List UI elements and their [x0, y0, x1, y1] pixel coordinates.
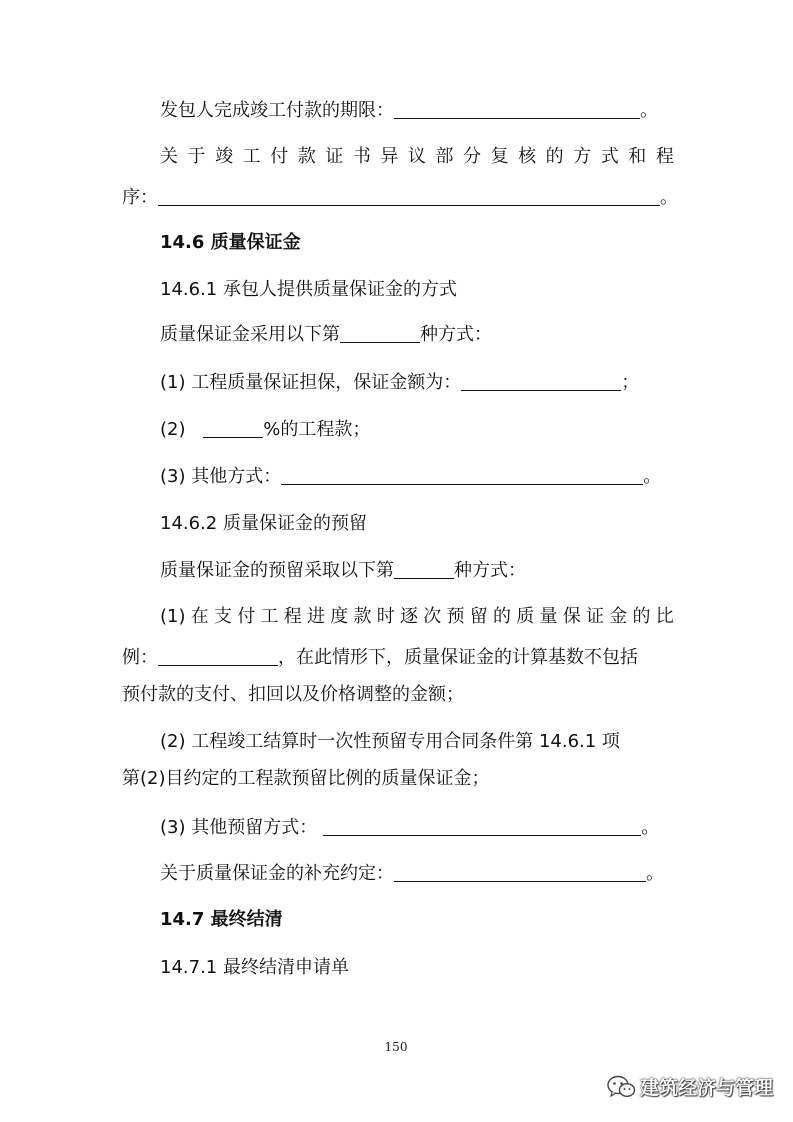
section-heading-14-6: 14.6 质量保证金: [160, 232, 301, 253]
percentage-blank[interactable]: [203, 419, 263, 438]
objection-review-char: 于: [187, 146, 206, 167]
procedure-label: 序：: [122, 187, 158, 208]
period-mark: 。: [660, 187, 678, 208]
objection-review-char: 复: [490, 146, 509, 167]
method-choice-suffix: 种方式：: [420, 324, 492, 345]
progress-retention-char: 付: [237, 606, 256, 627]
retention-choice-label: 质量保证金的预留采取以下第: [160, 560, 394, 581]
objection-review-char: 款: [297, 146, 316, 167]
progress-retention-char: 金: [609, 606, 628, 627]
guarantee-amount-blank[interactable]: [461, 372, 621, 391]
method-number-blank[interactable]: [340, 324, 420, 343]
progress-retention-char: 逐: [400, 606, 418, 627]
retention-number-blank[interactable]: [394, 560, 454, 579]
payment-deadline-blank[interactable]: [394, 100, 640, 119]
objection-review-line: [160, 145, 674, 169]
objection-review-char: 式: [600, 146, 619, 167]
progress-retention-char: 证: [586, 606, 604, 627]
objection-review-char: 和: [628, 146, 647, 167]
period-mark: 。: [640, 100, 658, 121]
subsection-heading-14-7-1: 14.7.1 最终结清申请单: [160, 957, 349, 978]
retention-choice-line: [160, 559, 526, 583]
other-retention-line: [160, 816, 659, 840]
objection-review-char: 分: [463, 146, 482, 167]
watermark-text: 建筑经济与管理: [639, 1077, 773, 1099]
guarantee-amount-line: [160, 371, 639, 395]
progress-retention-char: 进: [307, 606, 325, 627]
objection-review-char: 工: [242, 146, 261, 167]
progress-retention-char: 工: [260, 606, 279, 627]
other-method-blank[interactable]: [281, 466, 643, 485]
objection-review-char: 书: [352, 146, 371, 167]
period-mark: 。: [646, 863, 664, 884]
progress-retention-continuation: [122, 646, 638, 670]
progress-retention-char: 时: [376, 606, 395, 627]
objection-review-char: 部: [435, 146, 454, 167]
watermark: [606, 1073, 773, 1100]
progress-retention-char: 程: [283, 606, 302, 627]
progress-retention-char: (1): [160, 606, 186, 627]
progress-retention-end: 预付款的支付、扣回以及价格调整的金额；: [122, 684, 464, 705]
progress-retention-line: [160, 605, 674, 629]
other-method-line: [160, 465, 661, 489]
objection-review-char: 核: [518, 146, 537, 167]
guarantee-amount-label: (1) 工程质量保证担保，保证金额为：: [160, 372, 462, 393]
option-2-label: (2): [160, 419, 192, 440]
objection-review-char: 议: [407, 146, 426, 167]
method-choice-line: [160, 323, 492, 347]
subsection-heading-14-6-1: 14.6.1 承包人提供质量保证金的方式: [160, 279, 457, 300]
progress-retention-char: 比: [655, 606, 674, 627]
objection-review-char: 程: [655, 146, 674, 167]
procedure-blank[interactable]: [158, 187, 660, 206]
one-time-retention-continuation: 第(2)目约定的工程款预留比例的质量保证金；: [122, 768, 490, 789]
progress-retention-char: 的: [632, 606, 651, 627]
page-number: 150: [384, 1040, 408, 1054]
payment-deadline-line: [160, 99, 658, 123]
payment-deadline-label: 发包人完成竣工付款的期限：: [160, 100, 394, 121]
progress-retention-char: 质: [516, 606, 535, 627]
supplementary-agreement-blank[interactable]: [394, 863, 646, 882]
period-mark: 。: [643, 466, 662, 487]
method-choice-label: 质量保证金采用以下第: [160, 324, 340, 345]
objection-review-continuation: [122, 186, 678, 210]
ratio-blank[interactable]: [158, 647, 278, 666]
progress-retention-char: 保: [562, 606, 581, 627]
semicolon-mark: ；: [621, 372, 640, 393]
section-heading-14-7: 14.7 最终结清: [160, 909, 283, 930]
other-retention-blank[interactable]: [323, 817, 641, 836]
progress-retention-char: 支: [214, 606, 232, 627]
objection-review-char: 竣: [215, 146, 234, 167]
progress-retention-char: 量: [539, 606, 558, 627]
progress-retention-char: 的: [493, 606, 511, 627]
objection-review-char: 证: [325, 146, 344, 167]
percentage-line: [160, 418, 370, 442]
retention-choice-suffix: 种方式：: [454, 560, 526, 581]
objection-review-char: 异: [380, 146, 399, 167]
objection-review-char: 付: [270, 146, 289, 167]
period-mark: 。: [641, 817, 660, 838]
objection-review-char: 的: [545, 146, 564, 167]
progress-retention-char: 款: [353, 606, 372, 627]
ratio-label: 例：: [122, 647, 158, 668]
progress-retention-char: 留: [469, 606, 488, 627]
wechat-icon: [606, 1074, 636, 1100]
objection-review-char: 方: [573, 146, 592, 167]
progress-retention-char: 预: [446, 606, 465, 627]
subsection-heading-14-6-2: 14.6.2 质量保证金的预留: [160, 513, 367, 534]
progress-retention-char: 次: [423, 606, 442, 627]
objection-review-char: 关: [160, 146, 178, 167]
one-time-retention-line: (2) 工程竣工结算时一次性预留专用合同条件第 14.6.1 项: [160, 731, 620, 752]
ratio-suffix: ，在此情形下，质量保证金的计算基数不包括: [278, 647, 638, 668]
progress-retention-char: 度: [330, 606, 349, 627]
supplementary-agreement-line: [160, 862, 664, 886]
other-method-label: (3) 其他方式：: [160, 466, 282, 487]
other-retention-label: (3) 其他预留方式：: [160, 817, 318, 838]
progress-retention-char: 在: [190, 606, 209, 627]
supplementary-agreement-label: 关于质量保证金的补充约定：: [160, 863, 394, 884]
percentage-suffix: %的工程款；: [263, 419, 371, 440]
